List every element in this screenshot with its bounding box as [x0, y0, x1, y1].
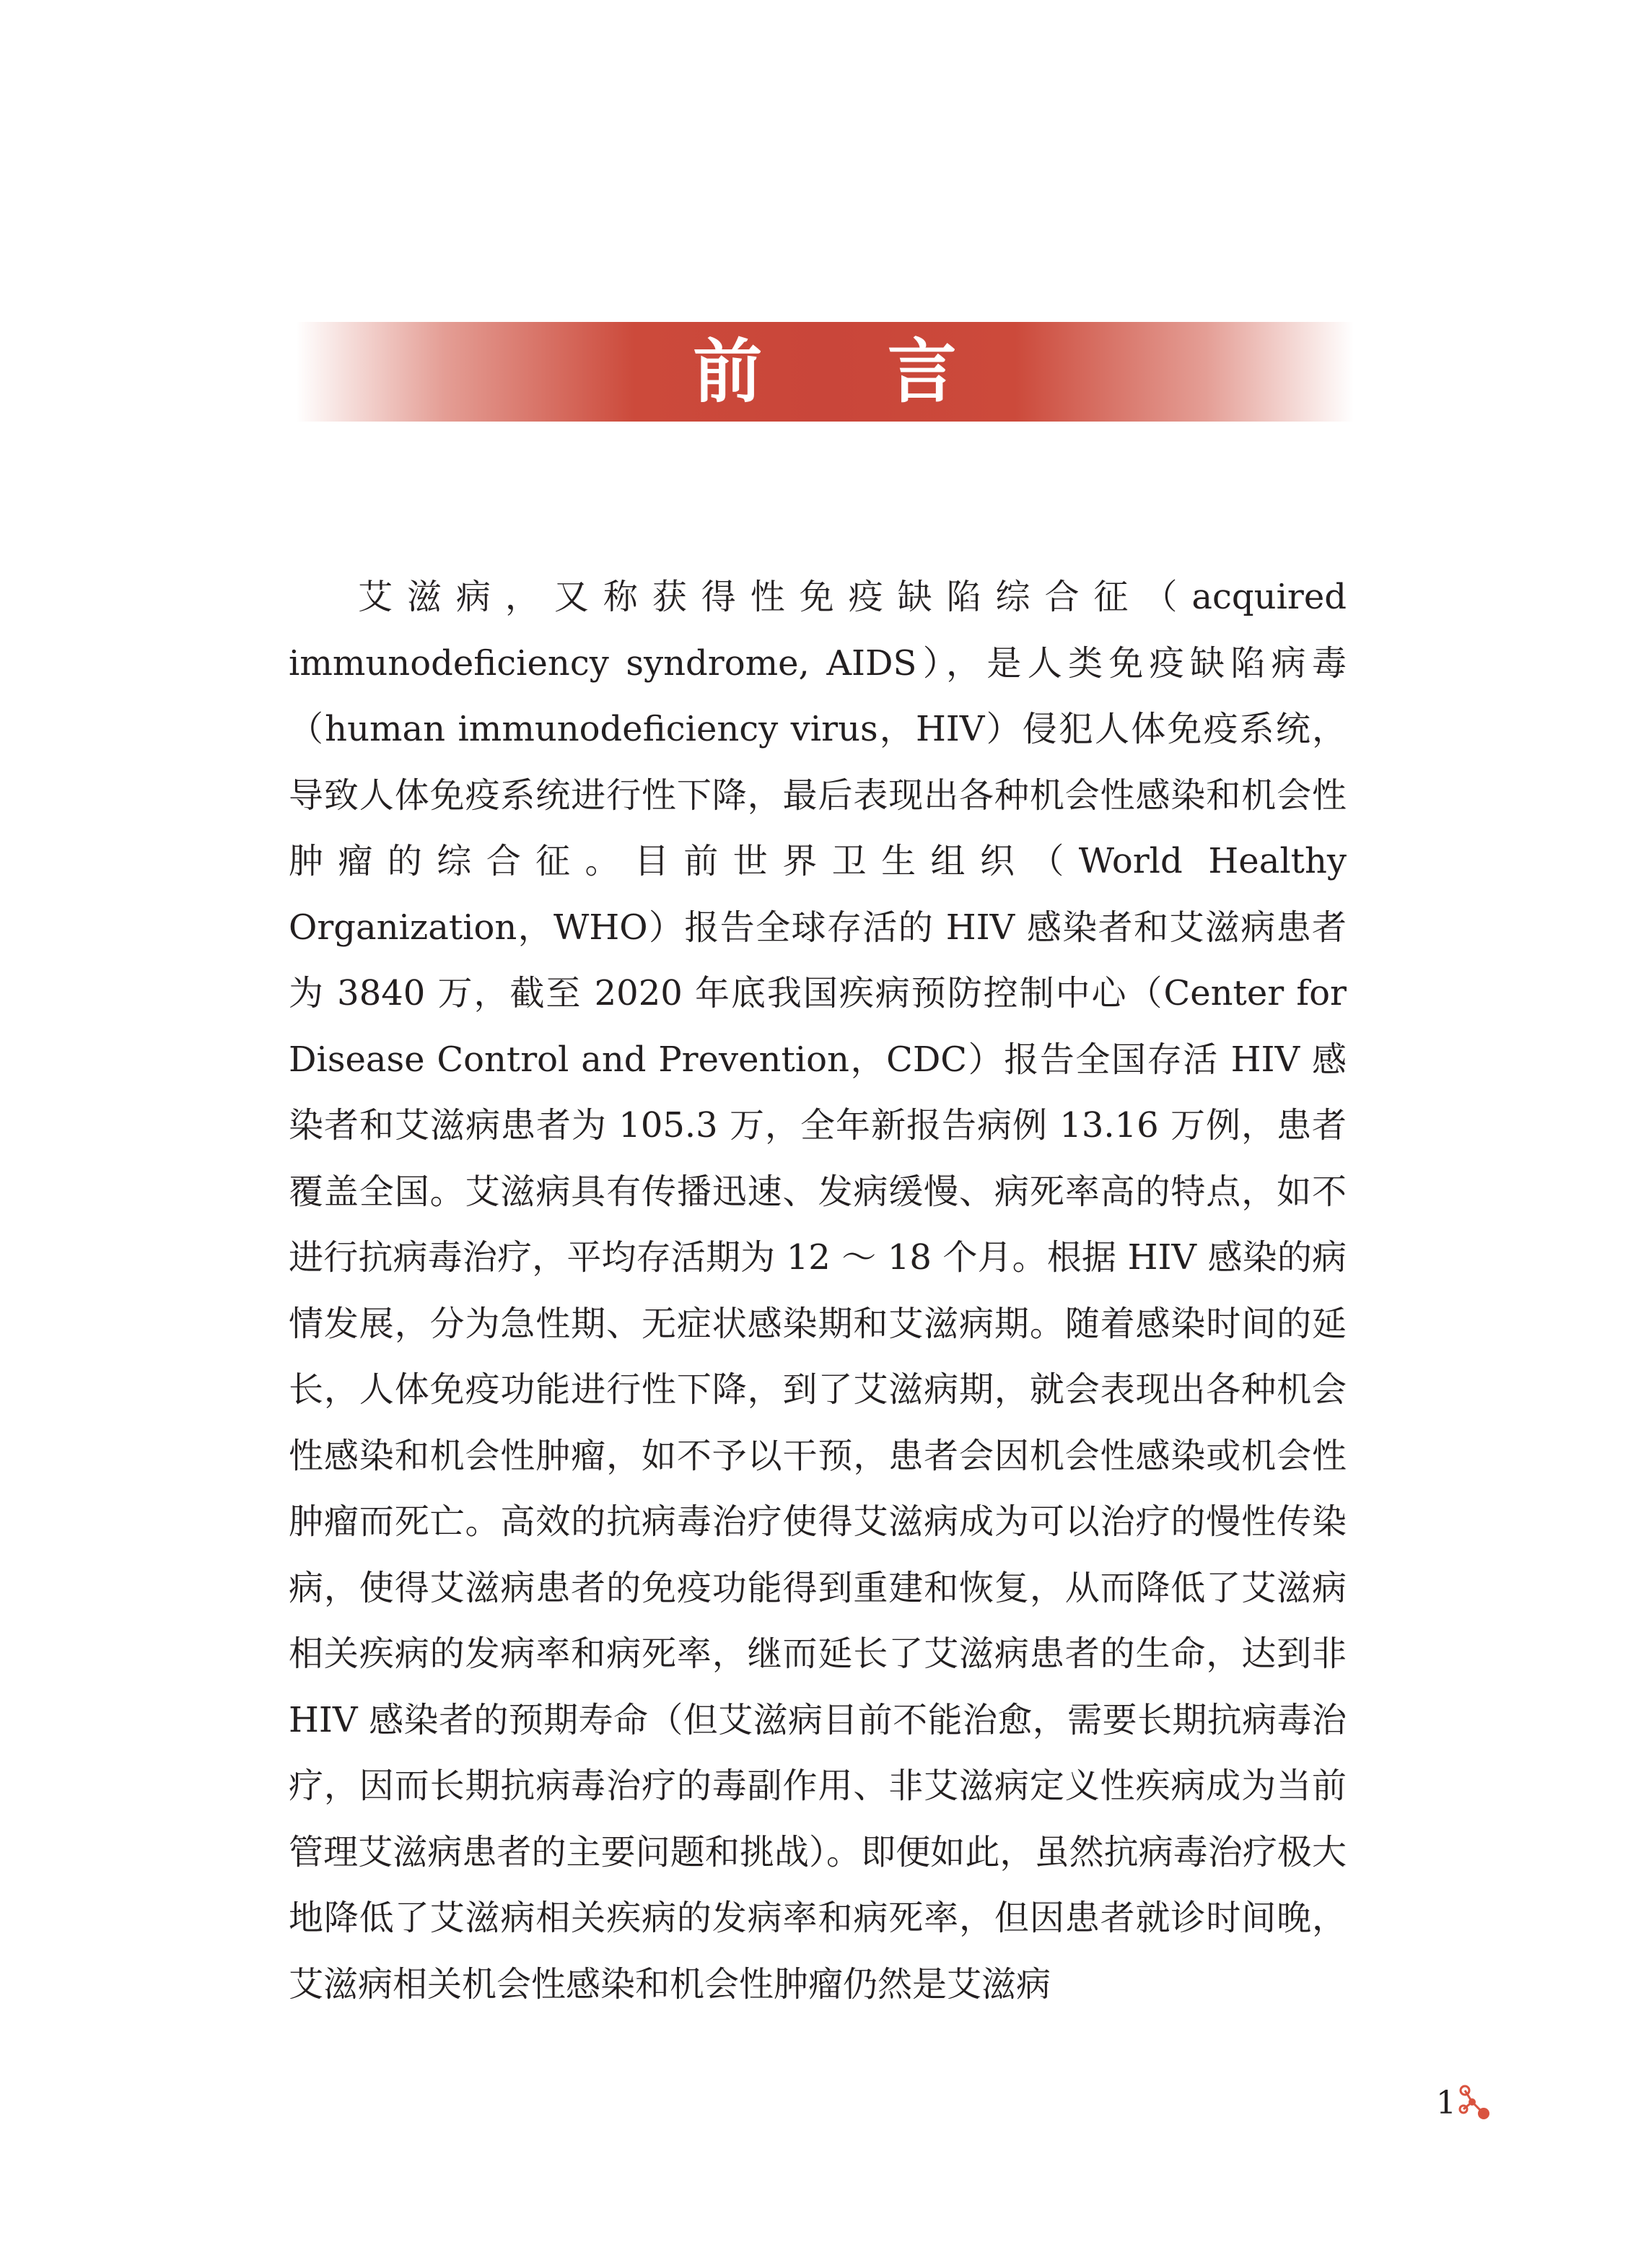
page-number: 1	[1436, 2085, 1456, 2121]
molecule-icon	[1456, 2083, 1494, 2124]
page-title: 前 言	[693, 331, 1007, 412]
title-banner	[296, 322, 1354, 422]
body-paragraph: 艾滋病，又称获得性免疫缺陷综合征（acquired immunodeficiency syndrome, AIDS），是人类免疫缺陷病毒（human immunodeficiency virus，HIV）侵犯人体免疫系统，导致人体免疫系统进行性下降，最后表现出各种机会性感染和机会性肿瘤的综合征。目前世界卫生组织（World Healthy Organization，WHO）报告全球存活的 HIV 感染者和艾滋病患者为 3840 万，截至 2020 年底我国疾病预防控制中心（Center for Disease Control and Prevention，CDC）报告全国存活 HIV 感染者和艾滋病患者为 105.3 万，全年新报告病例 13.16 万例，患者覆盖全国。艾滋病具有传播迅速、发病缓慢、病死率高的特点，如不进行抗病毒治疗，平均存活期为 12 ～ 18 个月。根据 HIV 感染的病情发展，分为急性期、无症状感染期和艾滋病期。随着感染时间的延长，人体免疫功能进行性下降，到了艾滋病期，就会表现出各种机会性感染和机会性肿瘤，如不予以干预，患者会因机会性感染或机会性肿瘤而死亡。高效的抗病毒治疗使得艾滋病成为可以治疗的慢性传染病，使得艾滋病患者的免疫功能得到重建和恢复，从而降低了艾滋病相关疾病的发病率和病死率，继而延长了艾滋病患者的生命，达到非 HIV 感染者的预期寿命（但艾滋病目前不能治愈，需要长期抗病毒治疗，因而长期抗病毒治疗的毒副作用、非艾滋病定义性疾病成为当前管理艾滋病患者的主要问题和挑战）。即便如此，虽然抗病毒治疗极大地降低了艾滋病相关疾病的发病率和病死率，但因患者就诊时间晚，艾滋病相关机会性感染和机会性肿瘤仍然是艾滋病	[289, 577, 1347, 2005]
